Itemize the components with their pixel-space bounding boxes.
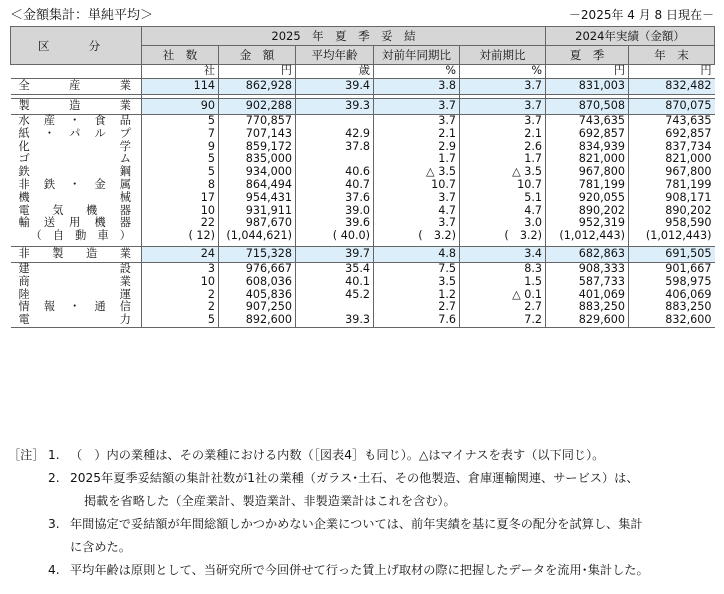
table-cell: 9	[142, 141, 219, 154]
table-cell: ( 12)	[142, 230, 219, 243]
table-cell: 406,069	[629, 289, 715, 302]
table-cell: 987,670	[219, 217, 296, 230]
table-cell: 1.7	[460, 153, 546, 166]
table-cell: 40.1	[296, 276, 374, 289]
table-cell: 3.8	[374, 79, 460, 95]
table-cell: ( 40.0)	[296, 230, 374, 243]
row-label: 製 造 業	[11, 99, 142, 115]
table-cell: 2.7	[374, 301, 460, 314]
table-cell: 890,202	[546, 205, 629, 218]
table-cell: 587,733	[546, 276, 629, 289]
table-cell: 5	[142, 115, 219, 128]
unit-cell: 歳	[296, 65, 374, 79]
table-cell: 40.7	[296, 179, 374, 192]
header-kubun: 区 分	[11, 27, 142, 65]
table-cell: 608,036	[219, 276, 296, 289]
note-number: 2.	[48, 471, 60, 485]
table-cell: 952,319	[546, 217, 629, 230]
table-cell: 743,635	[629, 115, 715, 128]
table-cell: 907,250	[219, 301, 296, 314]
table-cell: △ 3.5	[460, 166, 546, 179]
unit-cell: 円	[219, 65, 296, 79]
table-cell: 598,975	[629, 276, 715, 289]
table-row	[11, 128, 715, 141]
unit-cell: %	[374, 65, 460, 79]
table-cell: 1.5	[460, 276, 546, 289]
table-cell: 781,199	[629, 179, 715, 192]
table-cell: 691,505	[629, 246, 715, 262]
table-cell: 39.3	[296, 99, 374, 115]
table-cell: 831,003	[546, 79, 629, 95]
table-cell: 24	[142, 246, 219, 262]
table-cell: 682,863	[546, 246, 629, 262]
table-cell: 7	[142, 128, 219, 141]
row-label: 輸送用機器	[18, 216, 131, 230]
table-cell: 821,000	[546, 153, 629, 166]
table-cell: 715,328	[219, 246, 296, 262]
note-text: 2025年夏季妥結額の集計社数が1社の業種（ガラス･土石、その他製造、倉庫運輸関連、サービス）は、	[70, 471, 639, 485]
table-cell: 4.7	[460, 205, 546, 218]
table-cell: 114	[142, 79, 219, 95]
table-cell: (1,044,621)	[219, 230, 296, 243]
header-group-2025: 2025 年 夏 季 妥 結	[142, 27, 546, 46]
table-cell: ( 3.2)	[374, 230, 460, 243]
row-label: 非 製 造 業	[11, 246, 142, 262]
row-label: 非鉄・金属	[18, 177, 131, 191]
table-cell: 1.2	[374, 289, 460, 302]
table-cell: 862,928	[219, 79, 296, 95]
table-cell: 3.5	[374, 276, 460, 289]
table-cell: 908,333	[546, 262, 629, 275]
table-cell: 883,250	[546, 301, 629, 314]
table-cell: 35.4	[296, 262, 374, 275]
table-cell: 39.6	[296, 217, 374, 230]
wage-table	[10, 26, 715, 328]
table-cell: 3.7	[460, 79, 546, 95]
table-cell: 692,857	[629, 128, 715, 141]
note-text: （ ）内の業種は、その業種における内数（［図表4］も同じ）。△はマイナスを表す（以下同じ）。	[70, 448, 605, 462]
table-cell: 2.9	[374, 141, 460, 154]
note-text: 平均年齢は原則として、当研究所で今回併せて行った賃上げ取材の際に把握したデータを流用･集計した。	[70, 563, 649, 577]
table-cell: 45.2	[296, 289, 374, 302]
table-cell: 5.1	[460, 192, 546, 205]
as-of-date: －2025年 4 月 8 日現在－	[568, 8, 714, 22]
table-cell: 908,171	[629, 192, 715, 205]
table-cell: 7.2	[460, 314, 546, 327]
row-label: 機械	[18, 190, 131, 204]
table-cell: 2	[142, 289, 219, 302]
table-cell: 920,055	[546, 192, 629, 205]
table-cell: 3.0	[460, 217, 546, 230]
table-row	[11, 192, 715, 205]
table-cell: 834,939	[546, 141, 629, 154]
table-cell: 4.7	[374, 205, 460, 218]
table-cell: 5	[142, 314, 219, 327]
table-cell: 743,635	[546, 115, 629, 128]
table-cell: 10.7	[460, 179, 546, 192]
table-cell: 832,600	[629, 314, 715, 327]
table-cell: 3.7	[460, 99, 546, 115]
table-cell: 870,508	[546, 99, 629, 115]
table-cell: 2.1	[374, 128, 460, 141]
note-item	[8, 513, 716, 559]
table-cell: ( 3.2)	[460, 230, 546, 243]
row-label: 商業	[18, 274, 131, 288]
table-cell: 39.7	[296, 246, 374, 262]
row-label: 紙・パルプ	[18, 126, 131, 140]
col-header-yoy: 対前年同期比	[374, 46, 460, 65]
table-cell: 967,800	[629, 166, 715, 179]
table-cell: 954,431	[219, 192, 296, 205]
table-cell: 40.6	[296, 166, 374, 179]
col-header-summer: 夏 季	[546, 46, 629, 65]
table-cell: 17	[142, 192, 219, 205]
row-label: 全 産 業	[11, 79, 142, 95]
table-cell: 837,734	[629, 141, 715, 154]
table-cell: 3	[142, 262, 219, 275]
table-cell	[296, 115, 374, 128]
table-cell: 901,667	[629, 262, 715, 275]
summary-row	[11, 99, 715, 115]
table-cell: 707,143	[219, 128, 296, 141]
table-cell: 832,482	[629, 79, 715, 95]
table-cell: (1,012,443)	[629, 230, 715, 243]
unit-row	[11, 65, 715, 79]
note-text: 年間協定で妥結額が年間総額しかつかめない企業については、前年実績を基に夏冬の配分を試算し、集計	[70, 517, 643, 531]
table-row	[11, 115, 715, 128]
row-label: 電気機器	[18, 203, 131, 217]
table-cell: 958,590	[629, 217, 715, 230]
note-number: 4.	[48, 563, 60, 577]
table-cell: 890,202	[629, 205, 715, 218]
table-cell: 2.1	[460, 128, 546, 141]
table-cell: △ 0.1	[460, 289, 546, 302]
table-cell: 1.7	[374, 153, 460, 166]
table-cell: 7.6	[374, 314, 460, 327]
unit-cell: %	[460, 65, 546, 79]
row-label: 鉄鋼	[18, 165, 131, 179]
row-label: 電力	[11, 314, 142, 327]
unit-cell: 社	[142, 65, 219, 79]
table-cell: 3.7	[374, 192, 460, 205]
table-cell: 3.7	[374, 217, 460, 230]
table-cell: 883,250	[629, 301, 715, 314]
note-text-cont: に含めた。	[70, 540, 131, 554]
summary-row	[11, 246, 715, 262]
table-cell: 4.8	[374, 246, 460, 262]
table-cell: 39.0	[296, 205, 374, 218]
table-row	[11, 179, 715, 192]
table-cell: 39.3	[296, 314, 374, 327]
table-cell: 967,800	[546, 166, 629, 179]
table-cell: 976,667	[219, 262, 296, 275]
note-item	[8, 559, 716, 582]
row-label: 水産・食品	[18, 114, 131, 127]
note-number: 1.	[48, 448, 60, 462]
table-cell: 3.7	[460, 115, 546, 128]
table-cell: 835,000	[219, 153, 296, 166]
table-cell: 829,600	[546, 314, 629, 327]
table-cell: 770,857	[219, 115, 296, 128]
table-cell: 692,857	[546, 128, 629, 141]
table-cell: 7.5	[374, 262, 460, 275]
table-cell: 90	[142, 99, 219, 115]
table-cell: 781,199	[546, 179, 629, 192]
table-cell: 10	[142, 276, 219, 289]
table-cell: 864,494	[219, 179, 296, 192]
row-label: ゴム	[18, 152, 131, 166]
table-cell: 8.3	[460, 262, 546, 275]
row-label: （自動車）	[30, 229, 131, 243]
table-cell: 5	[142, 166, 219, 179]
table-cell: 10.7	[374, 179, 460, 192]
col-header-companies: 社 数	[142, 46, 219, 65]
table-cell: 37.8	[296, 141, 374, 154]
table-cell: 2	[142, 301, 219, 314]
table-caption: ＜金額集計：単純平均＞	[10, 8, 154, 23]
table-cell: 859,172	[219, 141, 296, 154]
table-cell: 931,911	[219, 205, 296, 218]
table-cell: 10	[142, 205, 219, 218]
note-item	[8, 467, 716, 513]
row-label: 建設	[18, 261, 131, 275]
table-cell: 892,600	[219, 314, 296, 327]
unit-cell: 円	[629, 65, 715, 79]
col-header-yearend: 年 末	[629, 46, 715, 65]
col-header-amount: 金 額	[219, 46, 296, 65]
summary-row	[11, 79, 715, 95]
note-text-cont: 掲載を省略した（全産業計、製造業計、非製造業計はこれを含む）。	[84, 494, 456, 508]
notes	[8, 444, 716, 582]
table-cell: 821,000	[629, 153, 715, 166]
unit-cell: 円	[546, 65, 629, 79]
note-item	[8, 444, 716, 467]
table-cell: 3.4	[460, 246, 546, 262]
col-header-age: 平均年齢	[296, 46, 374, 65]
row-label: 陸運	[18, 287, 131, 301]
table-row	[11, 230, 715, 243]
table-body	[11, 65, 715, 328]
row-label: 化学	[18, 139, 131, 153]
table-cell: 902,288	[219, 99, 296, 115]
table-cell: 3.7	[374, 115, 460, 128]
row-label: 情報・通信	[18, 300, 131, 314]
table-cell: 8	[142, 179, 219, 192]
notes-tag: ［注］	[8, 448, 45, 462]
note-number: 3.	[48, 517, 60, 531]
table-cell: 405,836	[219, 289, 296, 302]
table-cell: 401,069	[546, 289, 629, 302]
table-row	[11, 276, 715, 289]
col-header-qoq: 対前期比	[460, 46, 546, 65]
table-row	[11, 262, 715, 275]
table-cell: 42.9	[296, 128, 374, 141]
table-cell: 2.6	[460, 141, 546, 154]
table-cell: 22	[142, 217, 219, 230]
table-cell: (1,012,443)	[546, 230, 629, 243]
table-cell: 3.7	[374, 99, 460, 115]
table-cell: 2.7	[460, 301, 546, 314]
header-group-2024: 2024年実績（金額）	[546, 27, 715, 46]
table-cell: 934,000	[219, 166, 296, 179]
table-cell: 5	[142, 153, 219, 166]
table-cell: 870,075	[629, 99, 715, 115]
table-cell: △ 3.5	[374, 166, 460, 179]
table-row	[11, 314, 715, 327]
table-cell: 37.6	[296, 192, 374, 205]
table-cell: 39.4	[296, 79, 374, 95]
